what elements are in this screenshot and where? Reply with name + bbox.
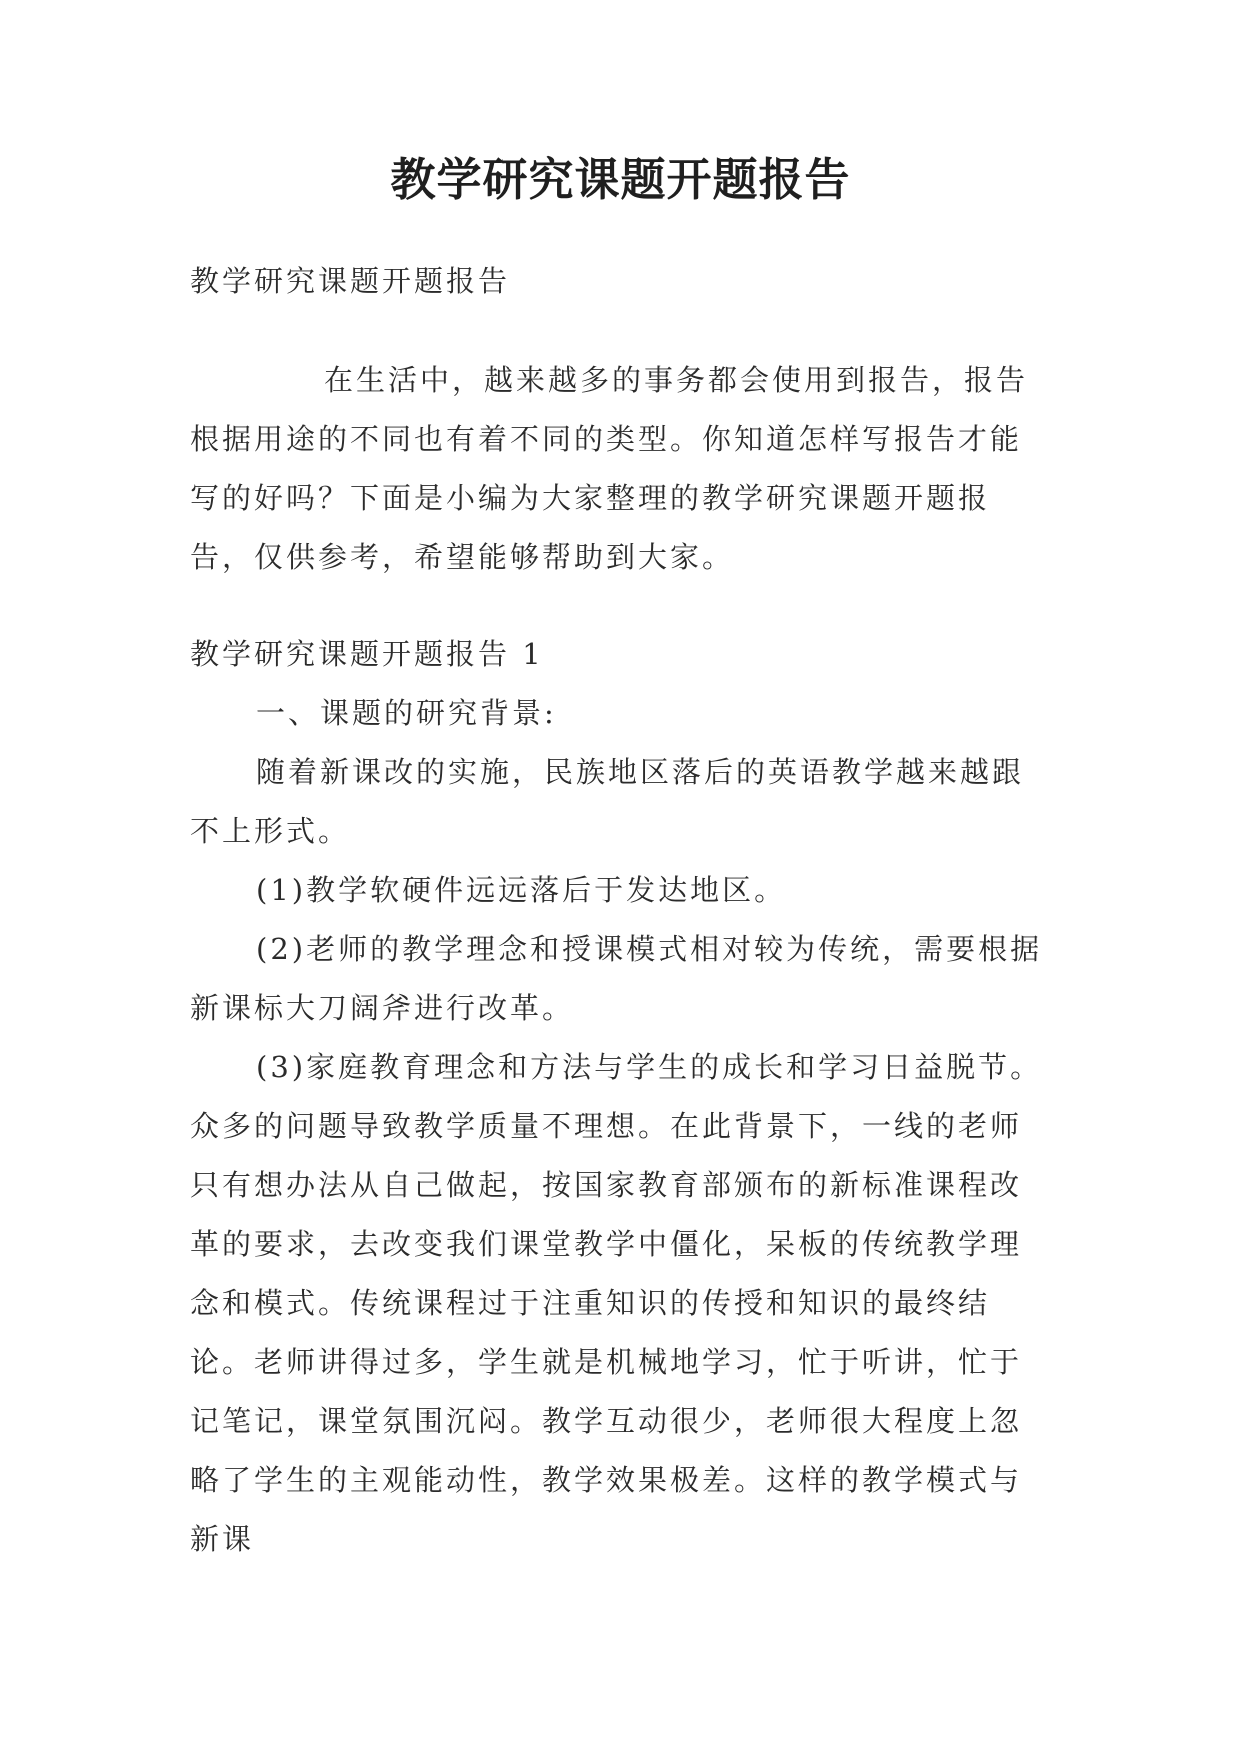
body-paragraph: 随着新课改的实施，民族地区落后的英语教学越来越跟不上形式。 — [190, 755, 1025, 848]
document-subtitle: 教学研究课题开题报告 — [190, 264, 511, 298]
list-item-2: (2)老师的教学理念和授课模式相对较为传统，需要根据新课标大刀阔斧进行改革。 — [190, 932, 1043, 1025]
intro-paragraph: 在生活中，越来越多的事务都会使用到报告，报告根据用途的不同也有着不同的类型。你知道怎样写报告才能写的好吗？下面是小编为大家整理的教学研究课题开题报告，仅供参考，希望能够帮助到大家。 — [190, 363, 1029, 574]
section-title: 教学研究课题开题报告 1 — [190, 637, 544, 671]
list-item-3: (3)家庭教育理念和方法与学生的成长和学习日益脱节。众多的问题导致教学质量不理想。在此背景下，一线的老师只有想办法从自己做起，按国家教育部颁布的新标准课程改革的要求，去改变我们课堂教学中僵化，呆板的传统教学理念和模式。传统课程过于注重知识的传授和知识的最终结论。老师讲得过多，学生就是机械地学习，忙于听讲，忙于记笔记，课堂氛围沉闷。教学互动很少，老师很大程度上忽略了学生的主观能动性，教学效果极差。这样的教学模式与新课 — [190, 1050, 1043, 1556]
document-body — [190, 252, 1050, 1569]
background-heading: 一、课题的研究背景: — [256, 696, 557, 730]
list-item-1: (1)教学软硬件远远落后于发达地区。 — [256, 873, 787, 907]
document-title: 教学研究课题开题报告 — [390, 153, 851, 206]
